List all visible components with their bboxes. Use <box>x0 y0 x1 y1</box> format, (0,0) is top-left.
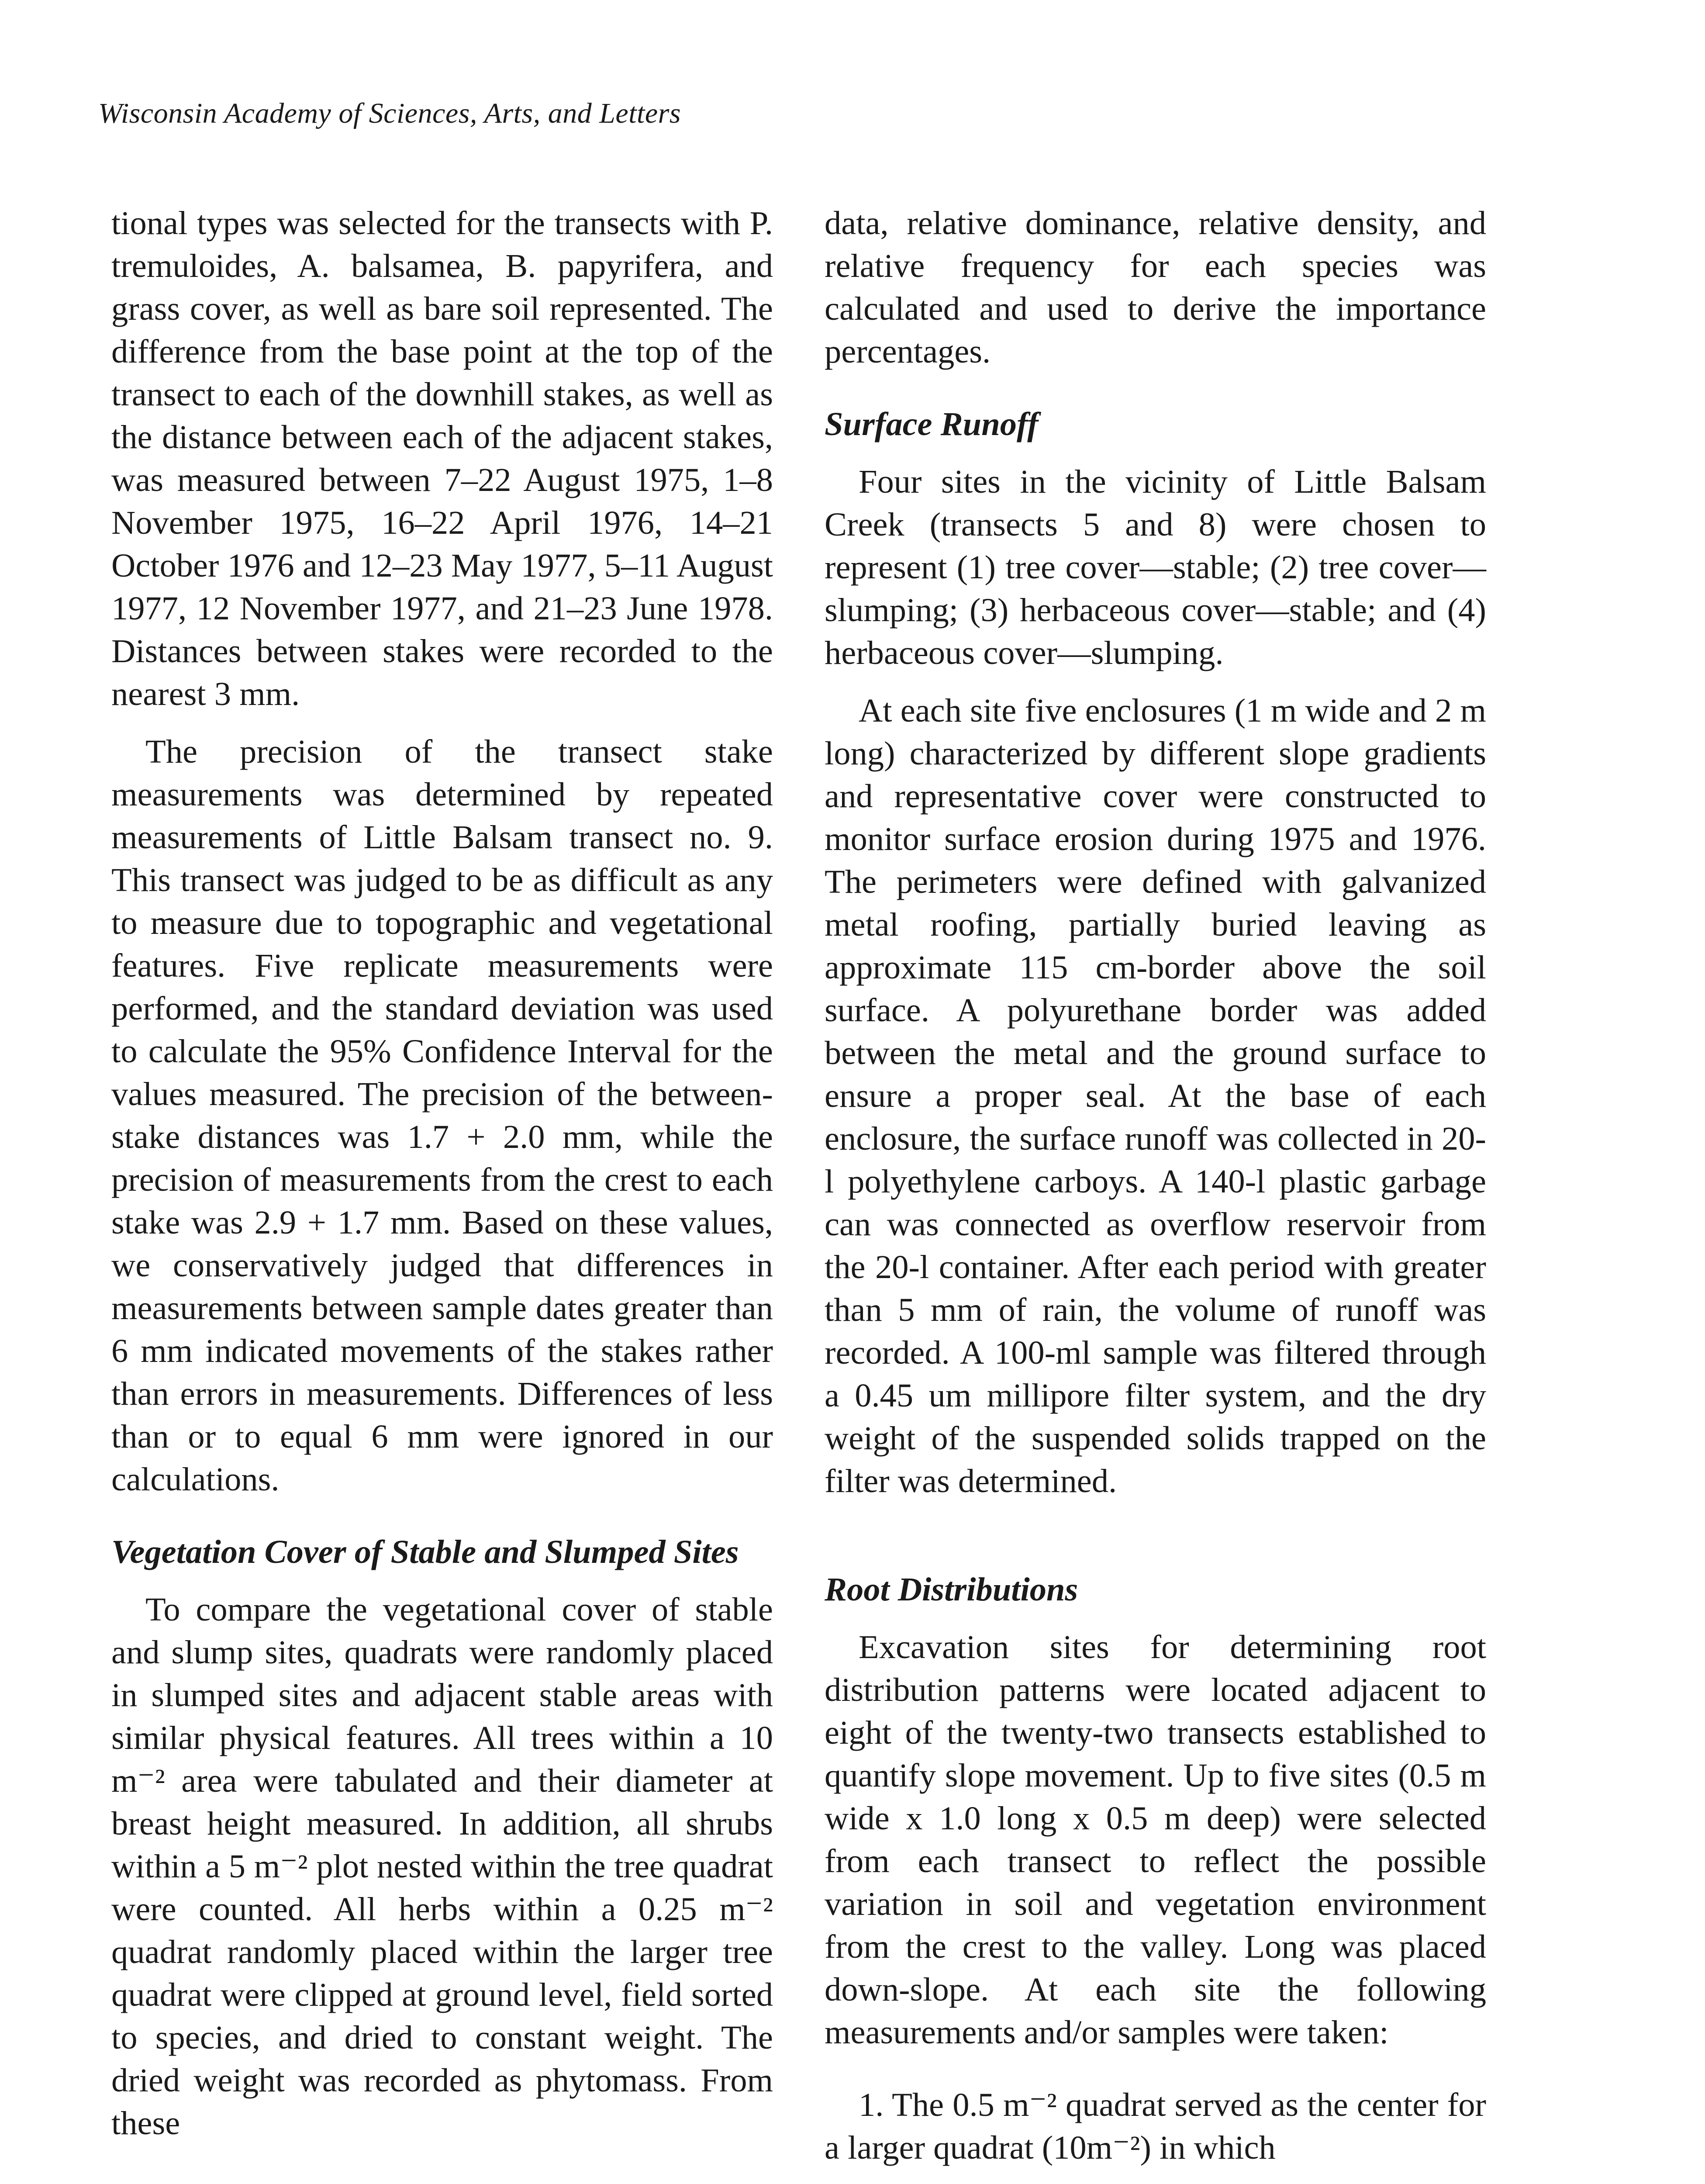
paragraph-enclosures: At each site five enclosures (1 m wide and 2 m long) characterized by different slope gradients and representative cover were constructed to monitor surface erosion during 1975 and 1976. The perimeters were defined with galvanized metal roofing, partially buried leaving as approximate 115 cm-border above the soil surface. A polyurethane border was added between the metal and the ground surface to ensure a proper seal. At the base of each enclosure, the surface runoff was collected in 20-l polyethylene carboys. A 140-l plastic garbage can was connected as overflow reservoir from the 20-l container. After each period with greater than 5 mm of rain, the volume of runoff was recorded. A 100-ml sample was filtered through a 0.45 um millipore filter system, and the dry weight of the suspended solids trapped on the filter was determined. <box>825 692 1486 1500</box>
left-column <box>111 202 773 2145</box>
right-column <box>825 202 1486 2169</box>
running-header: Wisconsin Academy of Sciences, Arts, and Letters <box>98 97 681 129</box>
section-heading-vegetation: Vegetation Cover of Stable and Slumped Sites <box>111 1533 739 1570</box>
paragraph-excavation-sites: Excavation sites for determining root distribution patterns were located adjacent to eight of the twenty-two transects established to quantify slope movement. Up to five sites (0.5 m wide x 1.0 long x 0.5 m deep) were selected from each transect to reflect the possible variation in soil and vegetation environment from the crest to the valley. Long was placed down-slope. At each site the following measurements and/or samples were taken: <box>825 1628 1486 2051</box>
paragraph-importance: data, relative dominance, relative density, and relative frequency for each species was calculated and used to derive the importance percentages. <box>825 204 1486 370</box>
paragraph-runoff-sites: Four sites in the vicinity of Little Balsam Creek (transects 5 and 8) were chosen to represent (1) tree cover—stable; (2) tree cover—slumping; (3) herbaceous cover—stable; and (4) herbaceous cover—slumping. <box>825 463 1486 671</box>
paragraph-transect-measurements: tional types was selected for the transects with P. tremuloides, A. balsamea, B. papyrifera, and grass cover, as well as bare soil represented. The difference from the base point at the top of the transect to each of the downhill stakes, as well as the distance between each of the adjacent stakes, was measured between 7–22 August 1975, 1–8 November 1975, 16–22 April 1976, 14–21 October 1976 and 12–23 May 1977, 5–11 August 1977, 12 November 1977, and 21–23 June 1978. Distances between stakes were recorded to the nearest 3 mm. <box>111 204 773 712</box>
paragraph-vegetation-cover: To compare the vegetational cover of stable and slump sites, quadrats were randomly placed in slumped sites and adjacent stable areas with similar physical features. All trees within a 10 m⁻² area were tabulated and their diameter at breast height measured. In addition, all shrubs within a 5 m⁻² plot nested within the tree quadrat were counted. All herbs within a 0.25 m⁻² quadrat randomly placed within the larger tree quadrat were clipped at ground level, field sorted to species, and dried to constant weight. The dried weight was recorded as phytomass. From these <box>111 1591 773 2142</box>
section-heading-root-distributions: Root Distributions <box>825 1571 1078 1608</box>
paragraph-precision: The precision of the transect stake measurements was determined by repeated measurements of Little Balsam transect no. 9. This transect was judged to be as difficult as any to measure due to topographic and vegetational features. Five replicate measurements were performed, and the standard deviation was used to calculate the 95% Confidence Interval for the values measured. The precision of the between-stake distances was 1.7 + 2.0 mm, while the precision of measurements from the crest to each stake was 2.9 + 1.7 mm. Based on these values, we conservatively judged that differences in measurements between sample dates greater than 6 mm indicated movements of the stakes rather than errors in measurements. Differences of less than or to equal 6 mm were ignored in our calculations. <box>111 733 773 1498</box>
paragraph-numbered-item-1: 1. The 0.5 m⁻² quadrat served as the center for a larger quadrat (10m⁻²) in which <box>825 2086 1486 2166</box>
section-heading-surface-runoff: Surface Runoff <box>825 405 1039 442</box>
